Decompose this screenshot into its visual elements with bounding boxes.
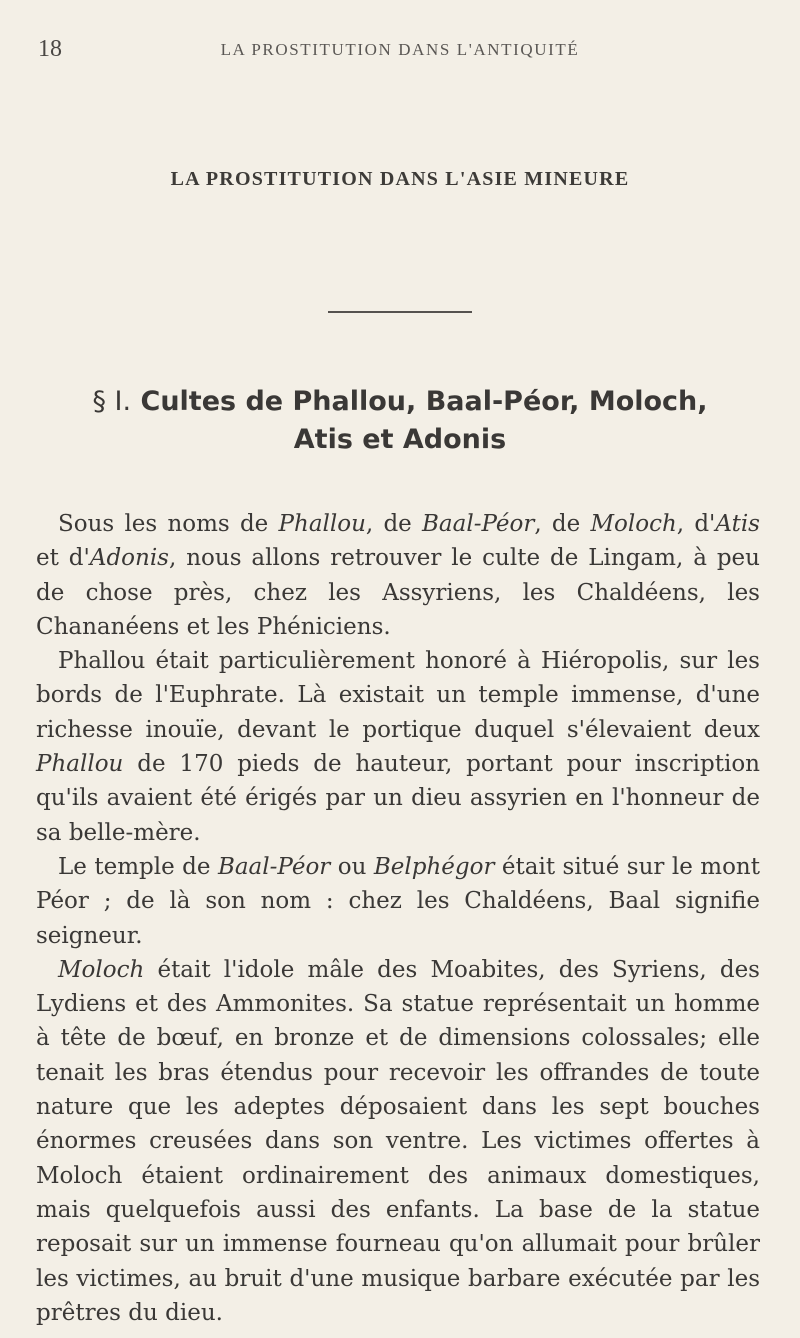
text-run: , de: [365, 511, 423, 537]
running-title: LA PROSTITUTION DANS L'ANTIQUITÉ: [220, 40, 580, 59]
paragraph-3: [36, 850, 760, 953]
chapter-title: LA PROSTITUTION DANS L'ASIE MINEURE: [170, 168, 630, 190]
body-text: [36, 507, 760, 1330]
italic-name: Phallou: [36, 751, 124, 778]
text-run: était situé sur le mont Péor ; de là son nom : chez les Chaldéens, Baal signifie seigneur.: [36, 853, 760, 949]
italic-name: Phallou: [278, 511, 366, 537]
text-run: Phallou était particulièrement honoré à Hiéropolis, sur les bords de l'Euphrate. Là existait un temple immense, d'une richesse inouïe, devant le portique duquel s'élevaient deux: [36, 648, 760, 743]
text-run: Le temple de: [58, 853, 218, 880]
text-run: , nous allons retrouver le culte de Lingam, à peu de chose près, chez les Assyriens, les Chaldéens, les Chananéens et les Phéniciens.: [36, 545, 760, 640]
section-heading: [40, 383, 760, 459]
text-run: ou: [330, 853, 374, 880]
italic-name: Atis: [715, 511, 760, 537]
text-run: , de: [534, 511, 591, 537]
paragraph-2: [36, 644, 760, 850]
section-marker: § I.: [92, 386, 132, 417]
italic-name: Moloch: [58, 956, 145, 983]
italic-name: Belphégor: [373, 853, 495, 880]
italic-name: Baal-Péor: [422, 511, 535, 537]
paragraph-4: [36, 953, 760, 1330]
divider-rule: [328, 311, 472, 313]
text-run: de 170 pieds de hauteur, portant pour inscription qu'ils avaient été érigés par un dieu assyrien en l'honneur de sa belle-mère.: [36, 751, 760, 846]
italic-name: Baal-Péor: [217, 853, 331, 880]
text-run: et d': [36, 545, 90, 572]
text-run: , d': [676, 511, 716, 537]
italic-name: Moloch: [590, 511, 677, 537]
section-title-line-1: Cultes de Phallou, Baal-Péor, Moloch,: [140, 386, 708, 417]
paragraph-1: [36, 507, 760, 644]
text-run: était l'idole mâle des Moabites, des Syriens, des Lydiens et des Ammonites. Sa statue représentait un homme à tête de bœuf, en bronze et de dimensions colossales; elle tenait les bras étendus pour recevoir les offrandes de toute nature que les adeptes déposaient dans les sept bouches énormes creusées dans son ventre. Les victimes offertes à Moloch étaient ordinairement des animaux domestiques, mais quelquefois aussi des enfants. La base de la statue reposait sur un immense fourneau qu'on allumait pour brûler les victimes, au bruit d'une musique barbare exécutée par les prêtres du dieu.: [36, 956, 760, 1326]
running-header: [38, 36, 762, 66]
italic-name: Adonis: [89, 545, 169, 572]
section-heading-line-1: [40, 383, 760, 421]
page-number: 18: [38, 36, 62, 62]
text-run: Sous les noms de: [58, 511, 279, 537]
section-title-line-2: Atis et Adonis: [293, 424, 507, 455]
